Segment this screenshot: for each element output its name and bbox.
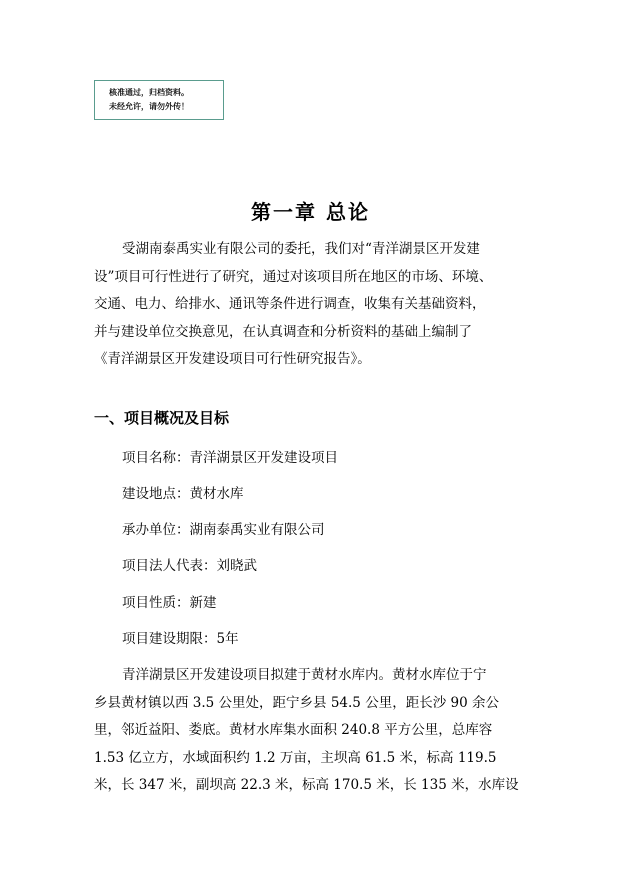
intro-line-2: 设”项目可行性进行了研究，通过对该项目所在地区的市场、环境、: [94, 268, 493, 285]
intro-line-1: 受湖南泰禹实业有限公司的委托，我们对“青洋湖景区开发建: [122, 241, 480, 257]
body-line-1: 青洋湖景区开发建设项目拟建于黄材水库内。黄材水库位于宁: [122, 667, 487, 683]
info-nature: 项目性质：新建: [122, 595, 217, 611]
chapter-title: 第一章 总论: [251, 200, 370, 224]
info-legal-rep: 项目法人代表：刘晓武: [122, 558, 257, 574]
info-project-name: 项目名称：青洋湖景区开发建设项目: [122, 450, 338, 466]
info-organizer: 承办单位：湖南泰禹实业有限公司: [122, 522, 325, 538]
info-location: 建设地点：黄材水库: [122, 486, 244, 502]
intro-line-3: 交通、电力、给排水、通讯等条件进行调查，收集有关基础资料，: [94, 296, 486, 312]
confidential-stamp: [94, 80, 224, 120]
body-line-4: 1.53 亿立方，水域面积约 1.2 万亩，主坝高 61.5 米，标高 119.5: [94, 749, 497, 766]
project-description-paragraph: [94, 662, 534, 800]
body-line-5: 米，长 347 米，副坝高 22.3 米，标高 170.5 米，长 135 米，水库设: [94, 777, 519, 793]
body-line-3: 里，邻近益阳、娄底。黄材水库集水面积 240.8 平方公里，总库容: [94, 722, 493, 738]
stamp-line-1: 核准通过，归档资料。: [109, 88, 189, 97]
body-line-2: 乡县黄材镇以西 3.5 公里处，距宁乡县 54.5 公里，距长沙 90 余公: [94, 694, 499, 711]
stamp-line-2: 未经允许，请勿外传！: [109, 102, 189, 111]
intro-line-5: 《青洋湖景区开发建设项目可行性研究报告》。: [94, 351, 371, 367]
section-heading-project-overview: 一、项目概况及目标: [94, 409, 230, 427]
intro-paragraph: [94, 236, 534, 374]
info-period: 项目建设期限：5年: [122, 631, 239, 647]
intro-line-4: 并与建设单位交换意见，在认真调查和分析资料的基础上编制了: [94, 323, 472, 340]
